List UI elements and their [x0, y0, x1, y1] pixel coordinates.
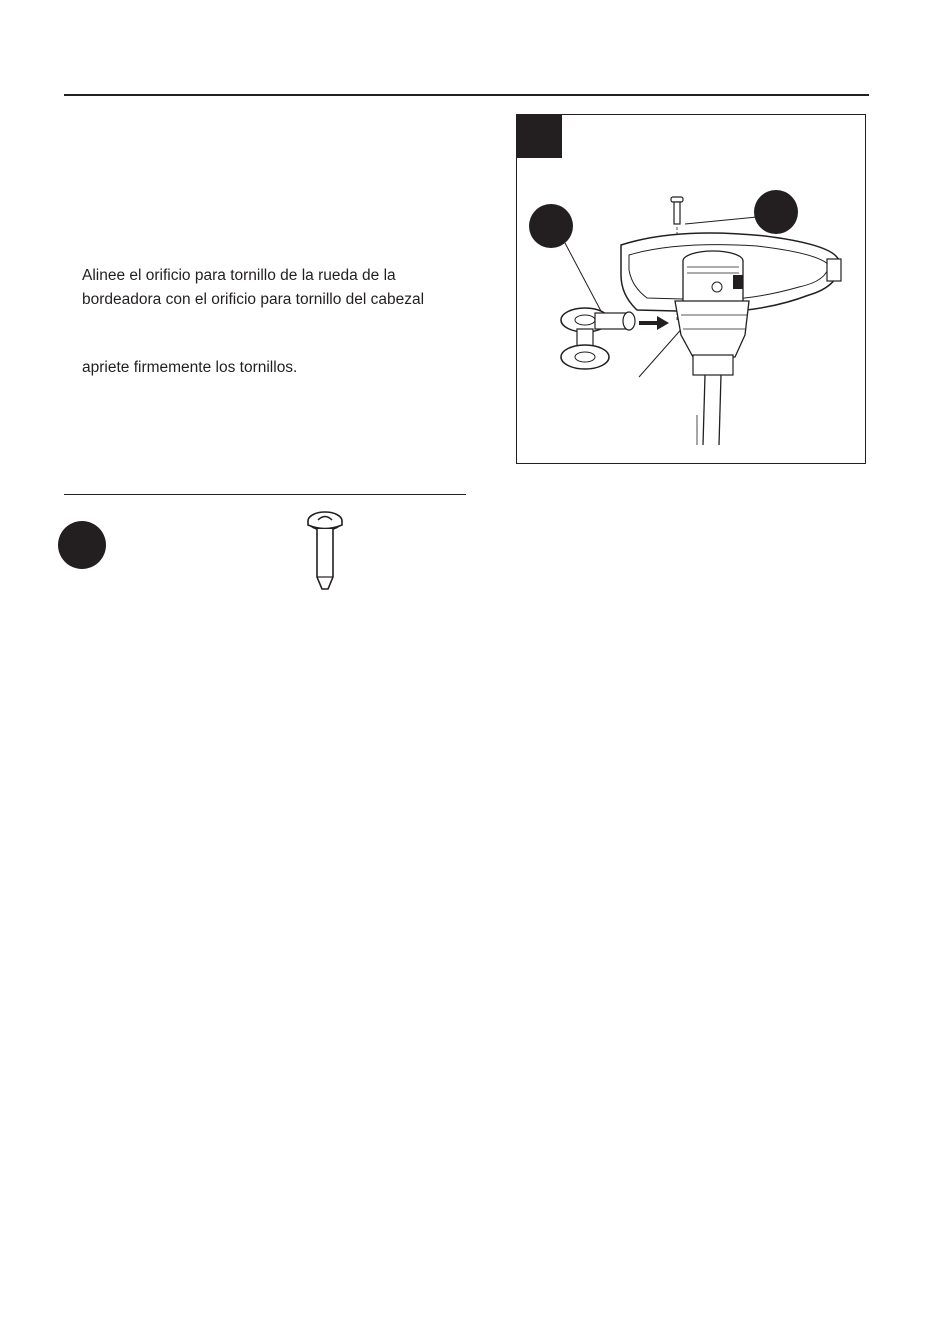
- assembly-figure: [516, 114, 866, 464]
- instruction-line-3: apriete firmemente los tornillos.: [82, 359, 298, 376]
- header-rule: [64, 94, 869, 96]
- trimmer-wheel-illustration: [517, 115, 867, 465]
- screw-icon: [300, 505, 350, 600]
- hardware-section-rule: [64, 494, 466, 495]
- instruction-line-2: bordeadora con el orificio para tornillo del cabezal: [82, 291, 425, 308]
- hardware-part-badge: [58, 521, 106, 569]
- instruction-line-1: Alinee el orificio para tornillo de la rueda de la: [82, 267, 396, 284]
